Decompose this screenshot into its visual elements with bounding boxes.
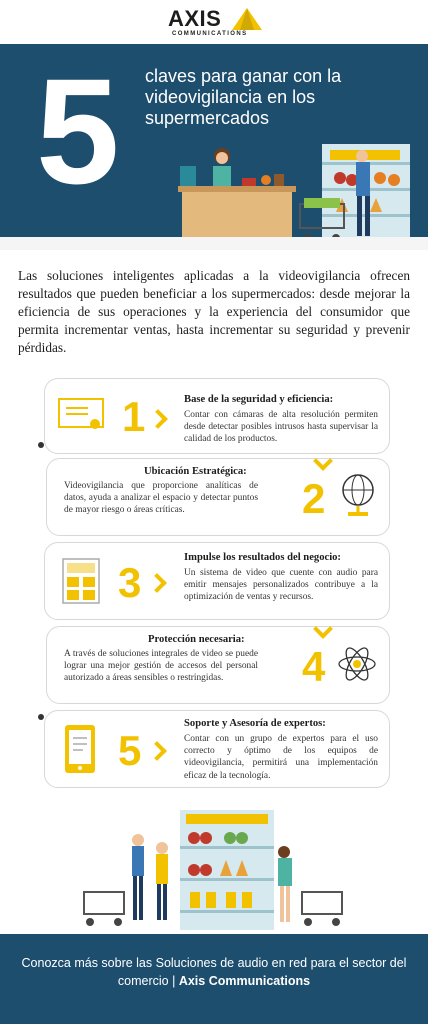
step-5-title: Soporte y Asesoría de expertos: [184, 718, 326, 729]
step-3-text: Un sistema de video que cuente con audio para emitir mensajes personalizados contribuye a la optimización de ventas y recursos. [184, 568, 378, 603]
step-3 [0, 538, 428, 622]
calculator-icon [62, 558, 100, 604]
logo-word: AXIS [168, 6, 222, 31]
hero-floor [0, 237, 428, 250]
step-5-number: 5 [118, 727, 142, 774]
footer-separator: | [172, 974, 176, 988]
step-1 [0, 372, 428, 454]
footer-banner [0, 934, 428, 1024]
certificate-icon [58, 398, 104, 432]
step-3-title: Impulse los resultados del negocio: [184, 552, 341, 563]
header-bar [0, 0, 428, 44]
step-1-title: Base de la seguridad y eficiencia: [184, 394, 334, 405]
step-5-text: Contar con un grupo de expertos para el uso correcto y óptimo de los equipos de videovigilancia, permitirá una implementación eficaz de la tecnología. [184, 734, 378, 781]
step-2-number: 2 [302, 475, 326, 522]
step-3-number: 3 [118, 559, 142, 606]
atom-icon [336, 644, 378, 684]
footer-brand-link[interactable]: Axis Communications [178, 974, 311, 988]
step-5 [0, 706, 428, 790]
hero-number: 5 [36, 47, 120, 215]
tablet-icon [64, 724, 96, 774]
step-2 [0, 454, 428, 538]
step-1-text: Contar con cámaras de alta resolución permiten desde detectar posibles intrusos hasta supervisar la calidad de los productos. [184, 410, 378, 445]
footer-text: Conozca más sobre las Soluciones de audio en red para el sector del comercio [21, 956, 407, 988]
checkout-scene-illustration [170, 144, 420, 250]
step-2-title: Ubicación Estratégica: [144, 466, 247, 477]
step-4 [0, 622, 428, 706]
step-1-dot [38, 442, 44, 448]
supermarket-aisle-illustration [70, 806, 360, 934]
steps-list [0, 372, 428, 790]
logo-subtitle: COMMUNICATIONS [172, 31, 248, 37]
axis-logo[interactable] [168, 6, 264, 40]
step-4-text: A través de soluciones integrales de video se puede lograr una mejor gestión de accesos del personal autorizado a áreas sensibles o restringidas. [64, 649, 258, 684]
step-5-dot [38, 714, 44, 720]
step-2-text: Videovigilancia que proporcione analíticas de datos, ayuda a analizar el espacio y detectar puntos de mayor riesgo o áreas críticas. [64, 481, 258, 516]
globe-icon [338, 472, 378, 518]
step-4-number: 4 [302, 643, 326, 690]
step-1-number: 1 [122, 393, 146, 440]
hero-title: claves para ganar con la videovigilancia en los supermercados [145, 66, 342, 128]
logo-triangle-icon [232, 8, 262, 30]
intro-paragraph: Las soluciones inteligentes aplicadas a la videovigilancia ofrecen resultados que pueden beneficiar a los supermercados: desde mejorar la eficiencia de sus operaciones y la experiencia del consumidor que permita incrementar ventas, hasta incrementar su seguridad y prevenir pérdidas. [18, 268, 410, 355]
footer-cta[interactable] [20, 954, 408, 990]
step-4-title: Protección necesaria: [148, 634, 245, 645]
hero-banner [0, 44, 428, 250]
